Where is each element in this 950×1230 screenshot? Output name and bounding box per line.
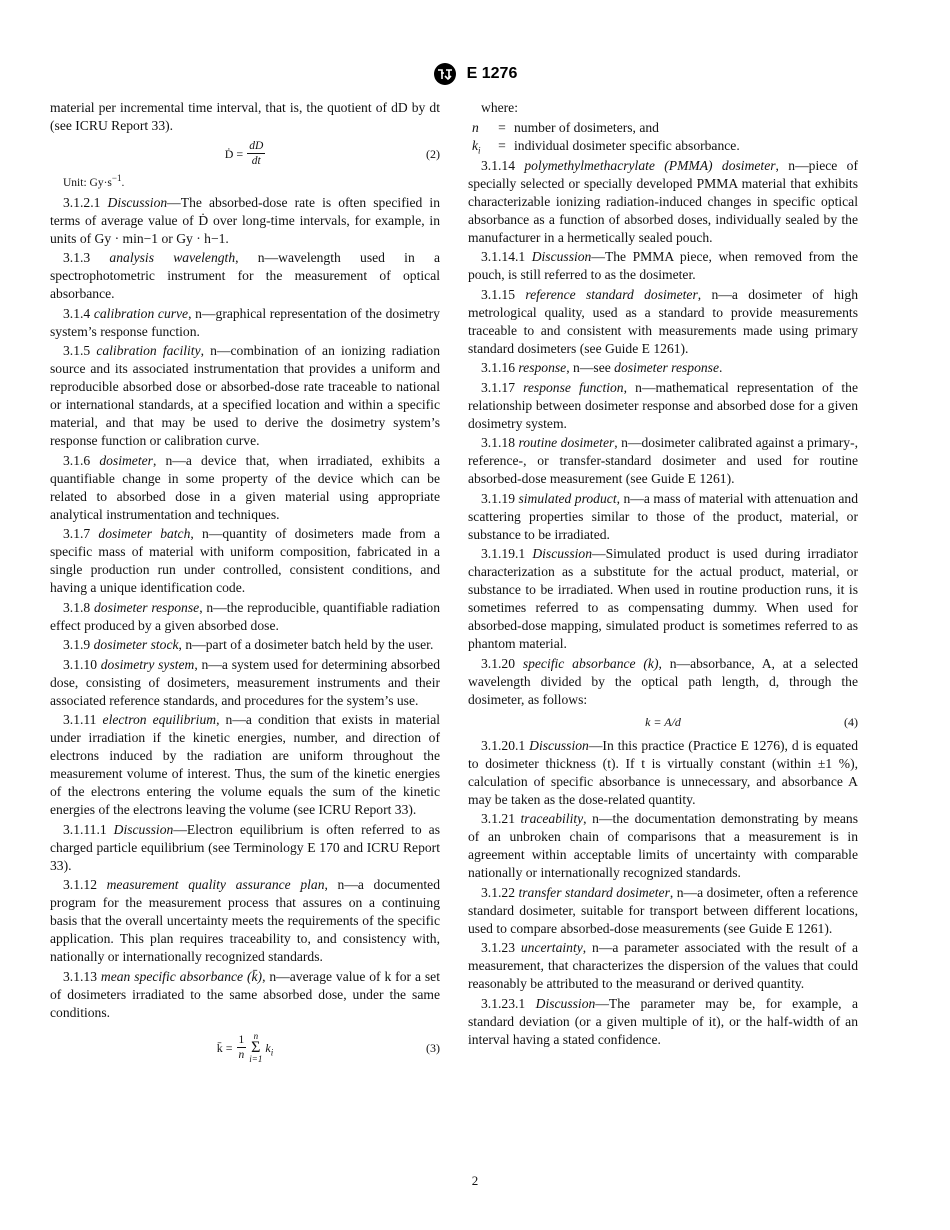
unit-line: [50, 174, 440, 192]
definition-3-1-17: [468, 379, 858, 433]
def-symbol-text: n: [472, 119, 479, 135]
eq3-var-k: k: [265, 1040, 271, 1055]
eq3-summation: [249, 1032, 262, 1064]
where-def-ki: [472, 137, 858, 155]
def-term: Discussion: [532, 546, 592, 561]
def-number: 3.1.21: [481, 811, 515, 826]
def-term: Discussion: [531, 249, 592, 264]
def-text: , n—combination of an ionizing radiation source and its associated instrumentation that provides a uniform and reproducible absorbed dose or absorbed-dose rate traceable to national or international standards, at a specified location and within a specific material, and that may be used to derive the dosimetry system’s response function or calibration curve.: [50, 343, 440, 448]
def-text: , n—a condition that exists in material under irradiation if the kinetic energies, number, and direction of electrons induced by the radiation are uniform throughout the measurement volume of interest. Thus, the sum of the kinetic energies of the electrons entering the volume equals the sum of the kinetic energies of the electrons leaving the volume (see ICRU Report 33).: [50, 712, 441, 817]
eq2-denominator: dt: [251, 155, 261, 167]
def-number: 3.1.18: [481, 435, 515, 450]
def-number: 3.1.19.1: [481, 546, 526, 561]
def-term: reference standard dosimeter: [525, 286, 698, 302]
eq4-label: (4): [844, 714, 858, 729]
def-text: —Simulated product is used during irradiator characterization as a substitute for the actual product, material, or substance to be irradiated. When used in routine production runs, it is sometimes referred to as compensating dummy. When used for absorbed-dose mapping, simulated product is sometimes referred to as phantom material.: [468, 546, 858, 651]
definition-3-1-9: [50, 636, 440, 654]
equation-3: [50, 1032, 440, 1064]
page-header: [0, 62, 950, 86]
def-number: 3.1.8: [63, 599, 91, 615]
eq3-sum-top: n: [253, 1030, 259, 1041]
equation-2: [50, 139, 440, 168]
def-term: dosimeter stock: [93, 637, 179, 652]
definition-3-1-12: [50, 876, 440, 966]
def-number: 3.1.17: [481, 379, 515, 395]
definition-3-1-5: [50, 342, 440, 450]
eq3-var: [265, 1039, 273, 1057]
where-definitions: [472, 119, 858, 155]
def-text: , n—average value of k for a set of dosimeters irradiated to the same absorbed dose, under the same conditions.: [50, 968, 440, 1020]
eq3-sum-symbol: Σ: [251, 1038, 261, 1056]
definition-3-1-20: [468, 655, 858, 709]
definition-3-1-7: [50, 525, 440, 597]
def-number: 3.1.6: [63, 452, 91, 468]
def-number: 3.1.14.1: [481, 249, 526, 264]
def-term-ref: dosimeter response: [614, 360, 720, 375]
def-number: 3.1.11: [63, 712, 97, 727]
definition-3-1-14: [468, 157, 858, 247]
eq2-numerator: dD: [249, 140, 264, 152]
right-column: [468, 99, 858, 1050]
def-text: , n—graphical representation of the dosimetry system’s response function.: [50, 305, 440, 339]
where-def-n: [472, 119, 858, 137]
def-term: electron equilibrium: [102, 712, 217, 727]
def-term: measurement quality assurance plan: [106, 877, 325, 892]
def-text: , n—a dosimeter of high metrological quality, used as a standard to provide measurements traceable to and consistent with measurements made using primary standard dosimeters (see Guide E 1261).: [468, 286, 859, 356]
def-term: polymethylmethacrylate (PMMA) dosimeter: [524, 157, 776, 173]
def-text: , n—mathematical representation of the relationship between dosimeter response and absorbed dose for a given dosimetry system.: [468, 379, 859, 431]
def-number: 3.1.10: [63, 656, 97, 672]
definition-3-1-14-1: [468, 248, 858, 284]
definition-3-1-22: [468, 884, 858, 938]
def-term: Discussion: [535, 995, 596, 1011]
def-term: mean specific absorbance (k̄): [100, 968, 263, 984]
def-symbol-sub: i: [478, 145, 481, 156]
def-term: specific absorbance (k): [522, 655, 659, 671]
def-text: , n—see: [566, 360, 615, 375]
def-number: 3.1.3: [63, 250, 91, 265]
def-number: 3.1.13: [63, 968, 97, 984]
eq2-label: (2): [426, 146, 440, 161]
def-text: , n—the documentation demonstrating by means of an unbroken chain of comparisons that a measurement is in agreement within acceptable limits of uncertainty with comparable nationally or internationally recognized standards.: [468, 811, 858, 880]
def-number: 3.1.4: [63, 305, 91, 321]
def-text: —In this practice (Practice E 1276), d is equated to dosimeter thickness (t). If t is virtually constant (within ±1 %), calculation of specific absorbance is unnecessary, and absorbance A may be taken as the dose-related quantity.: [468, 737, 858, 807]
equation-4: [468, 713, 858, 731]
eq3-lhs: k̄ =: [216, 1040, 233, 1055]
def-description: number of dosimeters, and: [514, 119, 659, 135]
def-text: , n—wavelength used in a spectrophotometric instrument for the measurement of optical absorbance.: [50, 250, 440, 301]
definition-3-1-15: [468, 286, 858, 358]
def-number: 3.1.9: [63, 637, 91, 652]
def-text: , n—a device that, when irradiated, exhibits a quantifiable change in some property of the device which can be related to absorbed dose in a given material using appropriate analytical instrumentation and techniques.: [50, 452, 440, 522]
def-term: calibration curve: [93, 305, 189, 321]
eq2-fraction: [247, 139, 265, 168]
def-text-end: .: [719, 360, 723, 375]
def-number: 3.1.5: [63, 343, 91, 358]
astm-logo-icon: [433, 62, 457, 86]
intro-paragraph: material per incremental time interval, that is, the quotient of dD by dt (see ICRU Report 33).: [50, 100, 440, 133]
def-term: routine dosimeter: [518, 435, 615, 450]
def-text: , n—a system used for determining absorbed dose, consisting of dosimeters, measurement instruments and their associated reference standards, and procedures for the system’s use.: [50, 656, 440, 708]
def-number: 3.1.7: [63, 526, 91, 541]
definition-3-1-18: [468, 434, 858, 488]
def-text: —The parameter may be, for example, a standard deviation (or a given multiple of it), or the half-width of an interval having a stated confidence.: [468, 995, 858, 1047]
def-text: , n—dosimeter calibrated against a primary-, reference-, or transfer-standard dosimeter and used for routine absorbed-dose measurement (see Guide E 1261).: [468, 435, 858, 486]
def-number: 3.1.12: [63, 877, 97, 892]
unit-text: Unit: Gy·s: [63, 177, 112, 189]
def-symbol: [472, 119, 490, 137]
def-text: , n—a documented program for the measurement process that assures on a continuing basis that the overall uncertainty meets the requirements of the specific application. This plan requires traceability to, and consistency with, nationally or internationally recognized standards.: [50, 877, 440, 964]
def-number: 3.1.22: [481, 884, 515, 900]
definition-3-1-21: [468, 810, 858, 882]
def-term: calibration facility: [96, 343, 201, 358]
definition-3-1-8: [50, 599, 440, 635]
def-term: Discussion: [113, 821, 174, 837]
definition-3-1-6: [50, 452, 440, 524]
definition-3-1-2-1: [50, 194, 440, 248]
def-symbol: [472, 137, 490, 155]
def-term: transfer standard dosimeter: [518, 884, 670, 900]
definition-3-1-19: [468, 490, 858, 544]
where-label: where:: [481, 100, 518, 115]
def-number: 3.1.19: [481, 490, 515, 506]
standard-designation: E 1276: [466, 65, 518, 82]
def-text: , n—quantity of dosimeters made from a specific mass of material with uniform composition, fabricated in a single production run under controlled, consistent conditions, and having a unique identification code.: [50, 526, 440, 595]
def-text: , n—piece of specially selected or specially developed PMMA material that exhibits characterizable ionizing radiation-induced changes in specific optical absorbance as a function of absorbed doses, individually sealed by the manufacturer in a hermetically sealed pouch.: [468, 157, 858, 245]
definition-3-1-23-1: [468, 995, 858, 1049]
def-number: 3.1.16: [481, 360, 515, 375]
def-term: dosimeter: [99, 452, 153, 468]
eq3-sum-bottom: i=1: [249, 1053, 263, 1064]
def-number: 3.1.11.1: [63, 821, 107, 837]
eq4-expression: k = A/d: [645, 714, 681, 729]
unit-sup: −1: [111, 173, 122, 184]
definition-3-1-19-1: [468, 545, 858, 653]
def-term: analysis wavelength: [109, 250, 236, 265]
eq2-lhs: Ḋ =: [224, 146, 244, 161]
def-number: 3.1.23: [481, 940, 515, 955]
definition-3-1-16: [468, 359, 858, 377]
def-term: uncertainty: [520, 940, 583, 955]
unit-end: .: [121, 177, 125, 189]
def-number: 3.1.2.1: [63, 194, 101, 210]
def-equals: =: [498, 119, 506, 135]
def-text: —The absorbed-dose rate is often specified in terms of average value of Ḋ over long-time intervals, for example, in units of Gy · min−1 or Gy · h−1.: [50, 194, 440, 246]
def-text: , n—the reproducible, quantifiable radiation effect produced by a given absorbed dose.: [50, 599, 440, 633]
eq3-var-sub: i: [270, 1046, 274, 1057]
def-term: dosimetry system: [100, 656, 195, 672]
definition-3-1-11: [50, 711, 440, 819]
def-term: traceability: [520, 811, 584, 826]
def-number: 3.1.14: [481, 157, 515, 173]
definition-3-1-11-1: [50, 821, 440, 875]
eq3-label: (3): [426, 1040, 440, 1055]
def-text: —The PMMA piece, when removed from the pouch, is still referred to as the dosimeter.: [468, 249, 858, 282]
def-equals: =: [498, 137, 506, 153]
def-text: , n—part of a dosimeter batch held by the user.: [178, 637, 434, 652]
def-text: , n—a mass of material with attenuation and scattering properties similar to those of the product, material, or substance to be irradiated.: [468, 490, 858, 542]
def-term: dosimeter response: [93, 599, 200, 615]
def-number: 3.1.23.1: [481, 995, 526, 1011]
def-term: Discussion: [529, 737, 589, 753]
definition-3-1-10: [50, 656, 440, 710]
eq3-denominator: n: [238, 1049, 245, 1061]
left-column: [50, 99, 440, 1070]
def-term: dosimeter batch: [98, 526, 191, 541]
def-term: Discussion: [107, 194, 168, 210]
def-number: 3.1.20.1: [481, 737, 526, 753]
definition-3-1-3: [50, 249, 440, 303]
def-term: response function: [523, 379, 624, 395]
def-number: 3.1.15: [481, 286, 515, 302]
def-text: —Electron equilibrium is often referred to as charged particle equilibrium (see Terminology E 170 and ICRU Report 33).: [50, 821, 440, 873]
def-text: , n—absorbance, A, at a selected wavelength divided by the optical path length, d, through the dosimeter, as follows:: [468, 655, 858, 707]
def-description: individual dosimeter specific absorbance.: [514, 137, 740, 153]
definition-3-1-23: [468, 939, 858, 993]
page-number: 2: [471, 1173, 479, 1188]
def-number: 3.1.20: [481, 655, 515, 671]
definition-3-1-4: [50, 305, 440, 341]
definition-3-1-13: [50, 968, 440, 1022]
definition-3-1-20-1: [468, 737, 858, 809]
def-term: response: [518, 360, 567, 375]
def-text: , n—a dosimeter, often a reference standard dosimeter, suitable for transport between different locations, used to compare absorbed-dose measurements (see Guide E 1261).: [468, 884, 858, 936]
def-term: simulated product: [518, 490, 617, 506]
def-symbol-text: k: [472, 137, 479, 153]
def-text: , n—a parameter associated with the result of a measurement, that characterizes the dispersion of the values that could reasonably be attributed to the measurand or derived quantity.: [468, 940, 858, 991]
eq3-numerator: 1: [238, 1034, 245, 1046]
eq3-fraction: [237, 1033, 247, 1062]
